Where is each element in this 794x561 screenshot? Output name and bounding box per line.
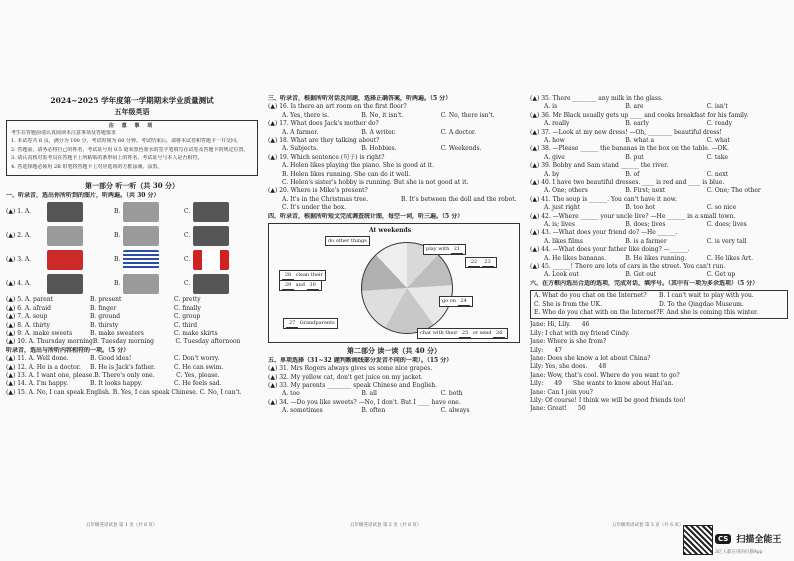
option-text: (▲) 7. A. soup [6, 313, 48, 321]
exam-title: 2024~2025 学年度第一学期期末学业质量测试 [50, 96, 214, 105]
option-text: C. It's under the box. [282, 204, 346, 212]
option-text: C. finally [174, 304, 201, 312]
section-heading: 三、听录音，根据所听对话及问题，选择正确答案，听两遍。（5 分） [268, 95, 452, 102]
option-label: B. [114, 280, 121, 288]
answer-blank: 26 [493, 329, 505, 338]
option-text: B. Tuesday morning [92, 338, 154, 346]
answer-blank: 27 [286, 319, 298, 328]
library-picture [123, 202, 159, 222]
scanner-logo-icon: CS [715, 534, 731, 544]
page-footer: 五年级英语试卷 第 1 页（共 6 页） [86, 523, 158, 528]
option-text: A. Look out [544, 271, 579, 279]
answer-blank: 47 [545, 347, 571, 355]
option-text: A. A farmer. [282, 128, 319, 136]
options-row [268, 112, 520, 120]
option-text: A. how [544, 136, 565, 144]
question-text: (▲) 31. Mrs Rogers always gives us some nice grapes. [268, 365, 433, 373]
label-go-on: go on 24 [439, 296, 473, 307]
option-text: B. It's between the doll and the robot. [401, 195, 517, 203]
drawing-picture [193, 274, 229, 294]
options-row [268, 196, 520, 204]
notice-line: 3. 请认真核对监考员在答题卡上所粘贴的条形码上的姓名、考试证号与本人是否相符。 [11, 155, 203, 162]
question-text: (▲) 35. There ________ any milk in the glass. [530, 95, 663, 102]
question-row [6, 355, 258, 363]
option-label: C. [184, 232, 191, 240]
options-row [530, 271, 788, 279]
page-footer: 五年级英语试卷 第 3 页（共 6 页） [612, 523, 684, 528]
options-row [268, 390, 520, 398]
notice-line: 1. 本试卷共 6 页，满分为 100 分，考试时间为 60 分钟。考试结束后，请将本试卷和答题卡一并交回。 [11, 138, 241, 145]
scanner-brand-name: 扫描全能王 [736, 535, 782, 545]
option-text: C. always [440, 407, 470, 415]
question-text: (▲) 18. What are they talking about? [268, 136, 380, 144]
question-row [6, 364, 258, 372]
options-row [530, 204, 788, 212]
diagram-title: At weekends [369, 226, 412, 234]
box-option: E. Who do you chat with on the Internet? [534, 308, 660, 316]
question-row [6, 380, 258, 388]
question-row [6, 372, 258, 380]
option-text: A. is [544, 103, 558, 111]
option-text: (▲) 5. A. parent [6, 296, 54, 304]
options-row [530, 171, 788, 179]
option-text: (▲) 10. A. Thursday morning [6, 338, 93, 346]
label-clean-their: 28 clean their [279, 270, 326, 281]
option-text: B. does; lives [625, 220, 666, 228]
options-row [268, 145, 520, 153]
option-text: B. finger [90, 304, 117, 312]
option-text: B. It looks happy. [90, 380, 143, 388]
option-text: C. Don't worry. [174, 355, 220, 363]
option-text: B. is a farmer [625, 237, 667, 245]
option-text: B. He is Jack's father. [90, 363, 156, 371]
section-heading: 五、单项选择（31~32 题判断画线部分发音不同的一项）。（15 分） [268, 356, 453, 364]
option-text: C. A doctor. [440, 128, 477, 136]
options-row [530, 255, 788, 263]
dialogue-text: Jane: Great! [530, 405, 569, 413]
answer-blank: 25 [459, 329, 471, 338]
option-text: A. too [282, 390, 300, 398]
section-heading: 六、在方框内选出合适的选项，完成对话，填序号。（其中有一项为多余选项）（5 分） [530, 279, 759, 287]
option-text: B. what a [625, 136, 655, 144]
dialogue-text: Lily: [530, 346, 546, 354]
option-box [530, 290, 788, 319]
answer-blank: 49 [545, 380, 571, 388]
question-label: (▲) 4. A. [6, 280, 32, 288]
pie-circle [361, 242, 453, 334]
option-text: C. isn't [706, 103, 728, 111]
picture-question [6, 272, 258, 296]
label-and: 29 and 30 [279, 280, 322, 291]
option-text: B. often [361, 407, 386, 415]
option-text: A. likes films [544, 237, 583, 245]
dialogue-text: Jane: Where is she from? [530, 338, 607, 346]
question-label: (▲) 3. A. [6, 256, 32, 264]
dialogue-line [530, 355, 788, 363]
option-text: B. all [361, 390, 377, 398]
question-text: (▲) 34. —Do you like sweets? —No, I don't. But I ____ have one. [268, 398, 461, 406]
question-text: (▲) 32. My yellow cat, don't get juice on my jacket. [268, 373, 423, 381]
option-text: C. Tuesday afternoon [175, 338, 241, 346]
option-text: B. Helen likes running. She can do it well. [282, 170, 411, 178]
option-text: C. One; The other [706, 187, 761, 195]
label-chat-with: chat with their 25 or send 26 [417, 328, 508, 339]
question-row [6, 296, 258, 304]
option-text: B. Get out [625, 271, 657, 279]
option-text: C. third [174, 321, 198, 329]
grammar-questions [530, 95, 788, 280]
option-text: B. too hot [625, 204, 655, 212]
page-1-column [6, 95, 258, 397]
option-text: C. take [706, 153, 729, 161]
option-text: C. make skirts [174, 330, 218, 338]
question-text: (▲) 36. Mr Black usually gets up ____ and cooks breakfast for his family. [530, 111, 749, 119]
dialogue-line [530, 321, 788, 329]
weekend-pie-diagram [268, 223, 520, 343]
option-label: C. [184, 280, 191, 288]
question-row [6, 322, 258, 330]
china-flag-picture [47, 250, 83, 270]
computer-room-picture [193, 202, 229, 222]
options-row [268, 129, 520, 137]
question-text: (▲) 42. —Where ______ your uncle live? —He ______ in a small town. [530, 212, 736, 220]
options-row [530, 154, 788, 162]
label-blank [465, 257, 497, 268]
option-text: (▲) 9. A. make sweets [6, 330, 73, 338]
notice-line: 2. 答题前，请务必将自己的姓名、考试证号用 0.5 毫米黑色墨水的签字笔填写在试卷及答题卡的规定位置。 [11, 146, 249, 153]
part-two-heading: 第二部分 读一读（共 40 分） [346, 345, 442, 355]
answer-blank: 48 [589, 363, 615, 371]
question-row [6, 305, 258, 313]
question-text: (▲) 38. —Please ______ the bananas in the box on the table. —OK. [530, 145, 729, 153]
answer-blank: 46 [573, 321, 599, 329]
option-text: B. are [625, 103, 644, 111]
listening-questions [268, 103, 520, 153]
page-3-column [530, 95, 788, 414]
option-text: B. A writer. [361, 128, 396, 136]
option-text: B. of [625, 170, 640, 178]
option-label: C. [184, 256, 191, 264]
options-row [530, 221, 788, 229]
option-text: A. really [544, 120, 570, 128]
dialogue-text: Jane: Does she know a lot about China? [530, 354, 651, 362]
option-text: A. by [544, 170, 560, 178]
answer-blank: 24 [458, 297, 470, 306]
question-text: (▲) 19. Which sentence (句子) is right? [268, 153, 385, 161]
answer-blank: 30 [307, 281, 319, 290]
box-option: C. She is from the UK. [534, 300, 603, 308]
option-text: C. ready [706, 120, 733, 128]
answer-blank: 29 [282, 281, 294, 290]
question-row [6, 338, 258, 346]
question-label: (▲) 1. A. [6, 208, 32, 216]
option-text: C. Weekends. [440, 145, 482, 153]
option-text: B. make sweaters [90, 330, 144, 338]
page-footer: 五年级英语试卷 第 2 页（共 6 页） [350, 523, 422, 528]
question-text: (▲) 20. Where is Mike's present? [268, 187, 368, 195]
dialogue-line [530, 380, 788, 388]
question-row [6, 313, 258, 321]
option-text: C. is very tall [706, 237, 747, 245]
dialogue-line [530, 389, 788, 397]
option-text: B. present [90, 296, 122, 304]
option-text: A. Yes, there is. [282, 111, 330, 119]
question-text: (▲) 37. —Look at my new dress! —Oh, ________ beautiful dress! [530, 128, 722, 136]
notice-line: 4. 答选择题必须用 2B 铅笔将答题卡上对应选项的方框涂满、涂黑。 [11, 163, 163, 170]
option-text: A. One; others [544, 187, 588, 195]
option-text: A. sometimes [282, 407, 323, 415]
dialogue-line [530, 372, 788, 380]
eating-picture [47, 274, 83, 294]
picture-question [6, 224, 258, 248]
notice-box [6, 120, 258, 176]
canada-flag-picture [193, 250, 229, 270]
option-text: B. There's only one. [94, 372, 155, 380]
options-row [530, 103, 788, 111]
option-text: C. He likes Art. [706, 254, 754, 262]
option-text: A. is; lives [544, 220, 575, 228]
option-text: C. He can swim. [174, 363, 224, 371]
answer-blank: 28 [282, 271, 294, 280]
option-text: B. Good idea! [90, 355, 132, 363]
dialogue-line [530, 363, 788, 371]
option-text: A. It's in the Christmas tree. [282, 195, 369, 203]
dialogue-text: Jane: Can I join you? [530, 388, 593, 396]
option-text: C. what [706, 136, 730, 144]
option-text: (▲) 11. A. Well done. [6, 355, 69, 363]
question-label: (▲) 2. A. [6, 232, 32, 240]
answer-blank: 23 [482, 258, 494, 267]
greece-flag-picture [123, 250, 159, 270]
qr-code [683, 525, 713, 555]
option-text: B. No, it isn't. [361, 111, 404, 119]
option-text: C. group [174, 313, 201, 321]
question-row: (▲) 15. A. No, I can speak English. B. Yes, I can speak Chinese. C. No, I can't. [6, 388, 242, 396]
option-text: B. He likes running. [625, 254, 687, 262]
scanner-watermark [715, 528, 781, 555]
option-text: C. next [706, 170, 729, 178]
label-play-with: play with 21 [423, 244, 466, 255]
option-text: C. He feels sad. [174, 380, 222, 388]
dialogue-text: Jane: Hi, Lily. [530, 321, 573, 329]
option-text: C. Yes, please. [176, 372, 220, 380]
cat-picture [193, 226, 229, 246]
dialogue-text: Lily: Yes, she does. [530, 363, 590, 371]
listening-choices-a [6, 296, 258, 346]
option-label: B. [114, 208, 121, 216]
options-row [268, 407, 520, 415]
dialogue-line [530, 347, 788, 355]
section-heading: 一、听录音，选出你所听到的图片，听两遍。（共 30 分） [6, 192, 160, 199]
question-text: (▲) 17. What does Jack's mother do? [268, 120, 379, 128]
dialogue-line [530, 330, 788, 338]
option-text: A. just right [544, 204, 581, 212]
picture-question [6, 248, 258, 272]
label-do-other-things: do other things [325, 236, 370, 246]
dialogue-line [530, 405, 788, 413]
question-text: (▲) 41. The soup is ______. You can't have it now. [530, 195, 677, 203]
question-text: (▲) 45. ______! There are lots of cars in the street. You can't run. [530, 262, 726, 270]
option-label: C. [184, 208, 191, 216]
option-text: C. does; lives [706, 220, 747, 228]
section-heading: 听录音，选出与所听内容相符的一项。（5 分） [6, 346, 130, 354]
option-text: C. No, there isn't. [440, 111, 495, 119]
option-text: B. early [625, 120, 649, 128]
page-2-column [268, 95, 520, 416]
options-row [530, 238, 788, 246]
dialogue-line [530, 397, 788, 405]
options-row [530, 187, 788, 195]
answer-blank: 50 [569, 405, 595, 413]
question-text: (▲) 43. —What does your friend do? —He ______. [530, 229, 678, 237]
notice-header: 注 意 事 项 [108, 123, 156, 129]
rabbit-picture [123, 226, 159, 246]
dialogue-line [530, 338, 788, 346]
option-text: B. ground [90, 313, 121, 321]
reading-picture [123, 274, 159, 294]
picture-question [6, 200, 258, 224]
question-row [6, 330, 258, 338]
option-text: (▲) 6. A. afraid [6, 304, 51, 312]
option-label: B. [114, 256, 121, 264]
notice-line: 考生在答题前请认真阅读本注意事项及答题要求 [11, 130, 117, 136]
dialogue-text: Jane: Wow, that's cool. Where do you want to go? [530, 371, 680, 379]
box-option: F. And she is coming this winter. [659, 308, 759, 316]
scanner-tagline: 3亿人都在用的扫描App [715, 550, 763, 555]
question-text: (▲) 16. Is there an art room on the first floor? [268, 103, 407, 111]
option-text: C. Get up [706, 271, 736, 279]
box-option: B. I can't wait to play with you. [659, 292, 754, 300]
section-heading: 四、听录音，根据所听短文完成调查统计图，每空一词，听三遍。（5 分） [268, 212, 464, 220]
option-text: B. First; next [625, 187, 666, 195]
option-text: C. Helen's sister's hobby is running. But she is not good at it. [282, 178, 469, 186]
part-one-heading: 第一部分 听一听（共 30 分） [84, 181, 180, 190]
option-text: (▲) 8. A. thirty [6, 321, 50, 329]
dialogue-text: She wants to know about Hai'an. [571, 380, 674, 388]
option-text: A. He likes bananas. [544, 254, 607, 262]
option-text: (▲) 12. A. He is a doctor. [6, 363, 81, 371]
option-text: C. pretty [174, 296, 201, 304]
question-text: (▲) 39. Bobby and Sam stand ______ the river. [530, 162, 669, 170]
option-text: C. both [440, 390, 463, 398]
exam-subtitle: 五年级英语 [114, 107, 150, 116]
option-text: (▲) 14. A. I'm happy. [6, 380, 69, 388]
listening-choices-b [6, 355, 258, 389]
question-text: (▲) 33. My parents ________ speak Chinese and English. [268, 382, 437, 390]
option-text: A. give [544, 153, 565, 161]
option-text: A. Helen likes playing the piano. She is good at it. [282, 162, 434, 170]
dialogue [530, 321, 788, 413]
option-text: B. Hobbies. [361, 145, 397, 153]
box-option: A. What do you chat on the Internet? [534, 292, 647, 300]
option-text: A. Subjects. [282, 145, 319, 153]
options-row [530, 137, 788, 145]
answer-blank: 21 [451, 245, 463, 254]
dialogue-text: Lily: Of course! I think we will be good friends too! [530, 396, 686, 404]
question-text: (▲) 44. —What does your father like doing? —______. [530, 246, 690, 254]
monkey-picture [47, 226, 83, 246]
option-text: (▲) 13. A. I want one, please. [6, 372, 95, 380]
box-option: D. To the Qingdao Museum. [659, 300, 744, 308]
label-grandparents: 27 Grandparents [283, 318, 338, 329]
option-text: B. thirsty [90, 321, 119, 329]
options-row [530, 120, 788, 128]
dialogue-text: Lily: I chat with my friend Cindy. [530, 329, 630, 337]
option-label: B. [114, 232, 121, 240]
question-text: (▲) 40. I have two beautiful dresses. ____ is red and ____ is blue. [530, 178, 725, 186]
dialogue-text: Lily: [530, 380, 546, 388]
option-text: B. put [625, 153, 644, 161]
option-text: C. so nice [706, 204, 737, 212]
answer-blank: 22 [468, 258, 480, 267]
classroom-picture [47, 202, 83, 222]
